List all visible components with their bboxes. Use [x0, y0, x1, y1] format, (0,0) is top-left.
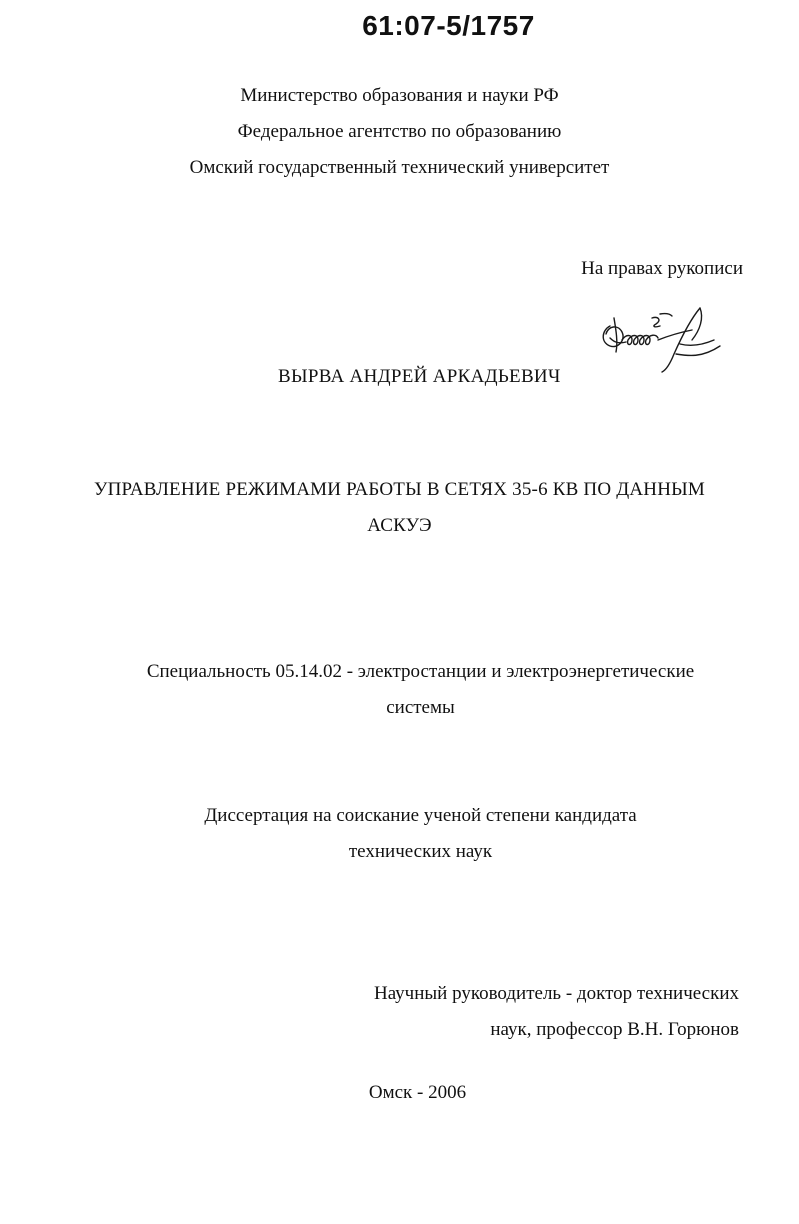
agency-name: Федеральное агентство по образованию [237, 121, 562, 142]
degree-line-1: Диссертация на соискание ученой степени кандидата [204, 805, 637, 826]
degree-line-2: технических наук [348, 841, 493, 862]
specialty-line-1: Специальность 05.14.02 - электростанции и электроэнергетические [146, 661, 695, 682]
title-line-1: УПРАВЛЕНИЕ РЕЖИМАМИ РАБОТЫ В СЕТЯХ 35-6 КВ ПО ДАННЫМ [93, 479, 706, 500]
specialty-line-2: системы [386, 697, 455, 718]
supervisor-line-2: наук, профессор В.Н. Горюнов [490, 1019, 739, 1040]
dissertation-title [0, 472, 799, 544]
university-name: Омский государственный технический университет [189, 157, 610, 178]
title-line-2: АСКУЭ [367, 515, 432, 536]
scientific-supervisor [374, 976, 739, 1048]
specialty-block [0, 654, 799, 726]
ministry-name: Министерство образования и науки РФ [240, 85, 559, 106]
archive-stamp-code: 61:07-5/1757 [362, 10, 535, 41]
city-and-year: Омск - 2006 [368, 1082, 467, 1103]
supervisor-line-1: Научный руководитель - доктор технических [373, 983, 739, 1004]
manuscript-rights-note: На правах рукописи [581, 258, 743, 279]
signature-icon [596, 296, 726, 376]
author-name: ВЫРВА АНДРЕЙ АРКАДЬЕВИЧ [278, 366, 561, 387]
institution-header [0, 78, 799, 186]
degree-statement [0, 798, 799, 870]
